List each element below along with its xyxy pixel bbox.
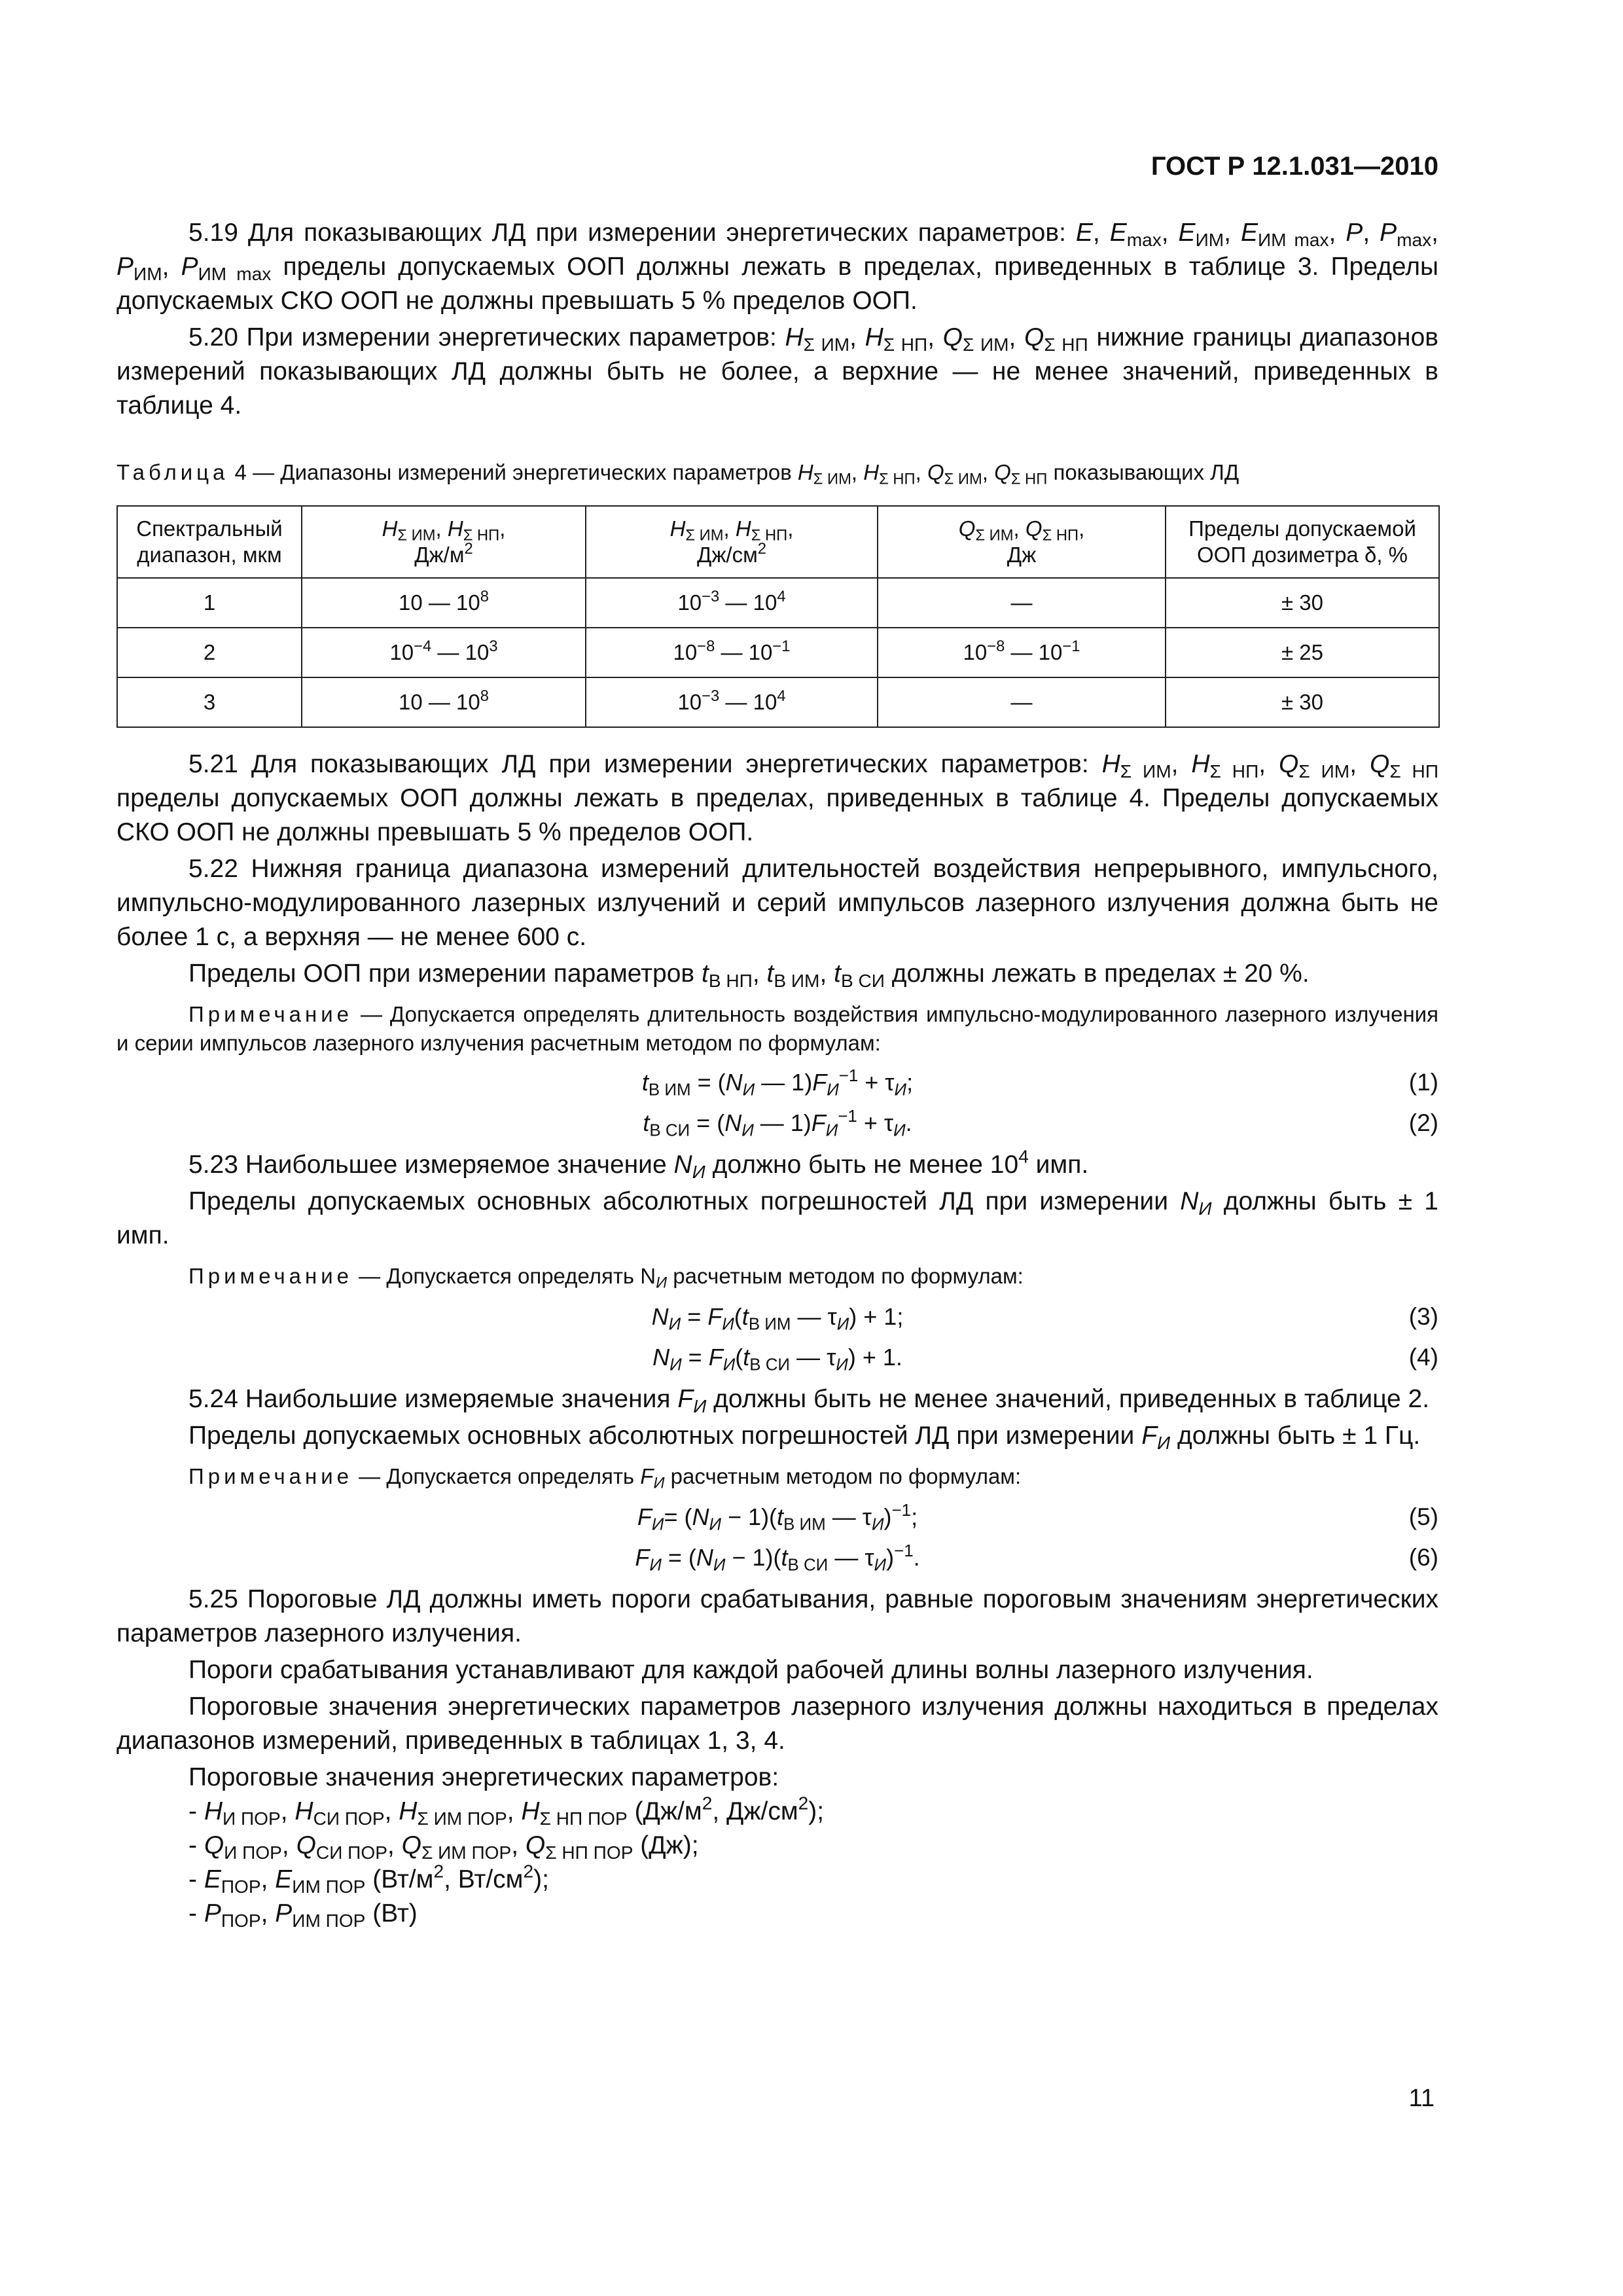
table-cell: $10^{-8}$ — $10^{-1}$ — [586, 628, 878, 677]
table-cell: $10^{-8}$ — $10^{-1}$ — [878, 628, 1166, 677]
section-5-22: 5.22 Нижняя граница диапазона измерений длительностей воздействия непрерывного, импульсного, импульсно-модулированного лазерных излучений и серий импульсов лазерного излучения должна быть не более 1 с, а верхняя — не менее 600 с. — [116, 855, 1438, 951]
note-2: Примечание — Допускается определять $N_И$ расчетным методом по формулам: — [188, 1264, 1024, 1292]
table-4 — [116, 505, 1440, 728]
list-item: - $P_{ПОР}$, $P_{ИМ ПОР}$ (Вт) — [188, 1899, 418, 1931]
section-5-23: 5.23 Наибольшее измеряемое значение $N_И$ должно быть не менее $10^4$ имп. — [188, 1146, 1089, 1182]
table-cell: 10 — $10^8$ — [302, 578, 586, 628]
formula-expr: $t_{В ИМ} = (N_И$ — $1)F_И^{-1} + \tau_И$; — [641, 1066, 914, 1100]
table-row — [117, 578, 1439, 628]
section-5-24: 5.24 Наибольшие измеряемые значения $F_И$ должны быть не менее значений, приведенных в таблице 2. — [188, 1385, 1430, 1416]
table-4-caption: Таблица 4 — Диапазоны измерений энергетических параметров $H_{\Sigma ИМ}$, $H_{\Sigma НП}$, $Q_{\Sigma ИМ}$, $Q_{\Sigma НП}$ показывающих ЛД — [116, 460, 1240, 488]
section-5-25-list-intro: Пороговые значения энергетических параметров: — [188, 1763, 779, 1791]
formula-number: (5) — [1408, 1503, 1438, 1530]
section-5-23-limits: Пределы допускаемых основных абсолютных погрешностей ЛД при измерении $N_И$ должны быть ± 1 имп. — [116, 1187, 1438, 1249]
table-cell: $10^{-4}$ — $10^3$ — [302, 628, 586, 677]
formula-3 — [116, 1299, 1438, 1339]
standard-code: ГОСТ Р 12.1.031—2010 — [1150, 152, 1438, 181]
section-5-25-thresholds: Пороги срабатывания устанавливают для каждой рабочей длины волны лазерного излучения. — [188, 1656, 1313, 1684]
table-row — [117, 628, 1439, 677]
list-item: - $H_{И ПОР}$, $H_{СИ ПОР}$, $H_{\Sigma ИМ ПОР}$, $H_{\Sigma НП ПОР}$ ($Дж/м^2$, $Дж/см^2$); — [188, 1793, 825, 1829]
list-item: - $Q_{И ПОР}$, $Q_{СИ ПОР}$, $Q_{\Sigma ИМ ПОР}$, $Q_{\Sigma НП ПОР}$ (Дж); — [188, 1831, 699, 1863]
table-header-cell: Спектральный диапазон, мкм — [117, 506, 302, 578]
list-item: - $E_{ПОР}$, $E_{ИМ ПОР}$ ($Вт/м^2$, $Вт/см^2$); — [188, 1861, 549, 1897]
note-1: Примечание — Допускается определять длительность воздействия импульсно-модулированного лазерного излучения и серии импульсов лазерного излучения расчетным методом по формулам: — [116, 1002, 1438, 1055]
formula-expr: $t_{В СИ} = (N_И$ — $1)F_И^{-1} + \tau_И$. — [643, 1107, 912, 1140]
formula-expr: $F_И = (N_И - 1)(t_{В СИ}$ — $\tau_И)^{-1}$. — [635, 1541, 920, 1575]
page-number: 11 — [1408, 2085, 1435, 2112]
formula-number: (6) — [1408, 1544, 1438, 1571]
formula-2 — [116, 1105, 1438, 1145]
formula-6 — [116, 1539, 1438, 1580]
page-content — [116, 216, 1438, 1931]
formula-4 — [116, 1339, 1438, 1380]
formula-1 — [116, 1064, 1438, 1105]
section-5-22-limits: Пределы ООП при измерении параметров $t_{В НП}$, $t_{В ИМ}$, $t_{В СИ}$ должны лежать в пределах ± 20 %. — [188, 960, 1310, 991]
note-3: Примечание — Допускается определять $F_И$ расчетным методом по формулам: — [188, 1464, 1022, 1492]
table-cell: 2 — [117, 628, 302, 677]
table-cell: $10^{-3}$ — $10^4$ — [586, 677, 878, 727]
table-cell: ± 30 — [1166, 677, 1439, 727]
formula-number: (4) — [1408, 1344, 1438, 1371]
table-header-cell: Пределы допускаемой ООП дозиметра δ, % — [1166, 506, 1439, 578]
table-header-cell: $H_{\Sigma ИМ}$, $H_{\Sigma НП}$, $Дж/м^2$ — [302, 506, 586, 578]
table-cell: — — [878, 677, 1166, 727]
table-cell: — — [878, 578, 1166, 628]
section-5-25: 5.25 Пороговые ЛД должны иметь пороги срабатывания, равные пороговым значениям энергетических параметров лазерного излучения. — [116, 1585, 1438, 1647]
formula-number: (3) — [1408, 1303, 1438, 1330]
formula-expr: $N_И = F_И(t_{В ИМ}$ — $\tau_И) + 1$; — [651, 1303, 904, 1334]
formula-expr: $N_И = F_И(t_{В СИ}$ — $\tau_И) + 1$. — [652, 1344, 902, 1374]
table-cell: $10^{-3}$ — $10^4$ — [586, 578, 878, 628]
table-cell: 3 — [117, 677, 302, 727]
section-5-24-limits: Пределы допускаемых основных абсолютных погрешностей ЛД при измерении $F_И$ должны быть ± 1 Гц. — [188, 1422, 1421, 1453]
table-row — [117, 677, 1439, 727]
table-header-cell: $H_{\Sigma ИМ}$, $H_{\Sigma НП}$, $Дж/см^2$ — [586, 506, 878, 578]
table-cell: ± 25 — [1166, 628, 1439, 677]
section-5-20: 5.20 При измерении энергетических параметров: $H_{\Sigma ИМ}$, $H_{\Sigma НП}$, $Q_{\Sigma ИМ}$, $Q_{\Sigma НП}$ нижние границы диапазонов измерений показывающих ЛД должны быть не более, а верхние — не менее значений, приведенных в таблице 4. — [116, 323, 1438, 420]
table-header-cell: $Q_{\Sigma ИМ}$, $Q_{\Sigma НП}$, Дж — [878, 506, 1166, 578]
table-header-row — [117, 506, 1439, 578]
threshold-list — [116, 1795, 1438, 1931]
formula-number: (2) — [1408, 1109, 1438, 1136]
table-cell: ± 30 — [1166, 578, 1439, 628]
table-cell: 1 — [117, 578, 302, 628]
section-5-21: 5.21 Для показывающих ЛД при измерении энергетических параметров: $H_{\Sigma ИМ}$, $H_{\Sigma НП}$, $Q_{\Sigma ИМ}$, $Q_{\Sigma НП}$ пределы допускаемых ООП должны лежать в пределах, приведенных в таблице 4. Пределы допускаемых СКО ООП не должны превышать 5 % пределов ООП. — [116, 750, 1439, 846]
section-5-19: 5.19 Для показывающих ЛД при измерении энергетических параметров: E, $E_{max}$, $E_{ИМ}$, $E_{ИМ max}$, P, $P_{max}$, $P_{ИМ}$, $P_{ИМ max}$ пределы допускаемых ООП должны лежать в пределах, приведенных в таблице 3. Пределы допускаемых СКО ООП не должны превышать 5 % пределов ООП. — [116, 219, 1439, 315]
table-cell: 10 — $10^8$ — [302, 677, 586, 727]
formula-expr: $F_И= (N_И - 1)(t_{В ИМ}$ — $\tau_И)^{-1}$; — [637, 1501, 918, 1534]
formula-number: (1) — [1408, 1069, 1438, 1096]
formula-5 — [116, 1499, 1438, 1539]
section-5-25-ranges: Пороговые значения энергетических параметров лазерного излучения должны находиться в пределах диапазонов измерений, приведенных в таблицах 1, 3, 4. — [116, 1693, 1438, 1755]
